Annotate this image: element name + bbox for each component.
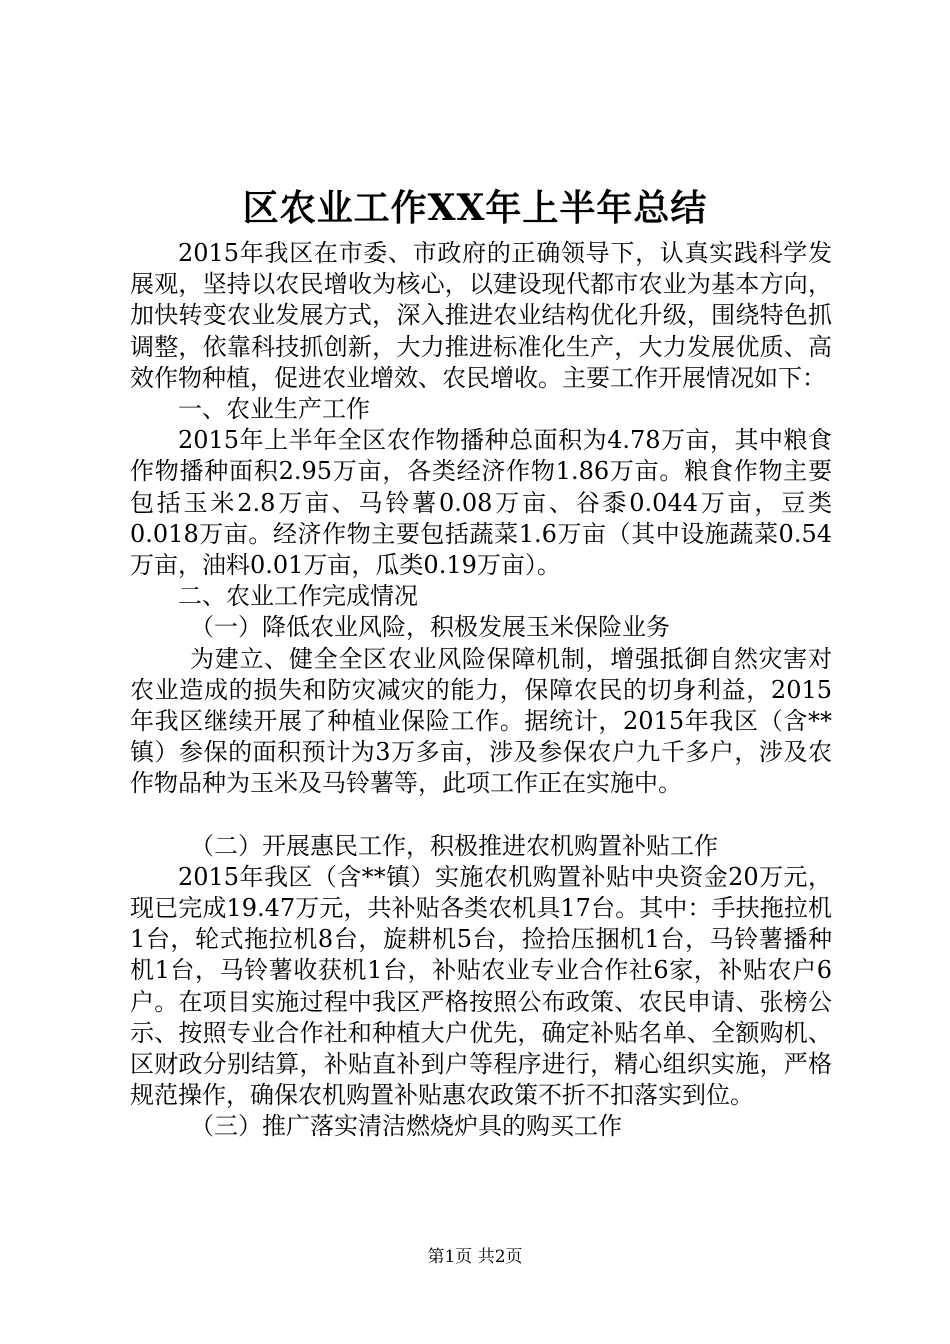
section-1-paragraph: 2015年上半年全区农作物播种总面积为4.78万亩，其中粮食作物播种面积2.95万亩，各类经济作物1.86万亩。粮食作物主要包括玉米2.8万亩、马铃薯0.08万亩、谷黍0.044万亩，豆类0.018万亩。经济作物主要包括蔬菜1.6万亩（其中设施蔬菜0.54万亩，油料0.01万亩，瓜类0.19万亩）。 <box>130 426 832 580</box>
subsection-heading-2: （二）开展惠民工作，积极推进农机购置补贴工作 <box>190 831 718 860</box>
section-heading-1: 一、农业生产工作 <box>178 395 370 424</box>
subsection-2-paragraph: 2015年我区（含**镇）实施农机购置补贴中央资金20万元，现已完成19.47万元，共补贴各类农机具17台。其中：手扶拖拉机1台，轮式拖拉机8台，旋耕机5台，捡拾压捆机1台，马铃薯播种机1台，马铃薯收获机1台，补贴农业专业合作社6家，补贴农户6户。在项目实施过程中我区严格按照公布政策、农民申请、张榜公示、按照专业合作社和种植大户优先，确定补贴名单、全额购机、区财政分别结算，补贴直补到户等程序进行，精心组织实施，严格规范操作，确保农机购置补贴惠农政策不折不扣落实到位。 <box>130 862 832 1110</box>
page-footer: 第1页 共2页 <box>427 1247 523 1267</box>
section-heading-2: 二、农业工作完成情况 <box>178 582 418 611</box>
blank-line <box>130 800 832 831</box>
subsection-heading-1: （一）降低农业风险，积极发展玉米保险业务 <box>190 613 670 642</box>
document-body <box>130 238 832 1143</box>
subsection-1-paragraph: 为建立、健全全区农业风险保障机制，增强抵御自然灾害对农业造成的损失和防灾减灾的能力，保障农民的切身利益，2015年我区继续开展了种植业保险工作。据统计，2015年我区（含**镇）参保的面积预计为3万多亩，涉及参保农户九千多户，涉及农作物品种为玉米及马铃薯等，此项工作正在实施中。 <box>130 644 832 798</box>
document-title: 区农业工作XX年上半年总结 <box>242 187 708 229</box>
intro-paragraph: 2015年我区在市委、市政府的正确领导下，认真实践科学发展观，坚持以农民增收为核心，以建设现代都市农业为基本方向，加快转变农业发展方式，深入推进农业结构优化升级，围绕特色抓调整，依靠科技抓创新，大力推进标准化生产，大力发展优质、高效作物种植，促进农业增效、农民增收。主要工作开展情况如下： <box>130 239 832 392</box>
subsection-heading-3: （三）推广落实清洁燃烧炉具的购买工作 <box>190 1112 622 1141</box>
